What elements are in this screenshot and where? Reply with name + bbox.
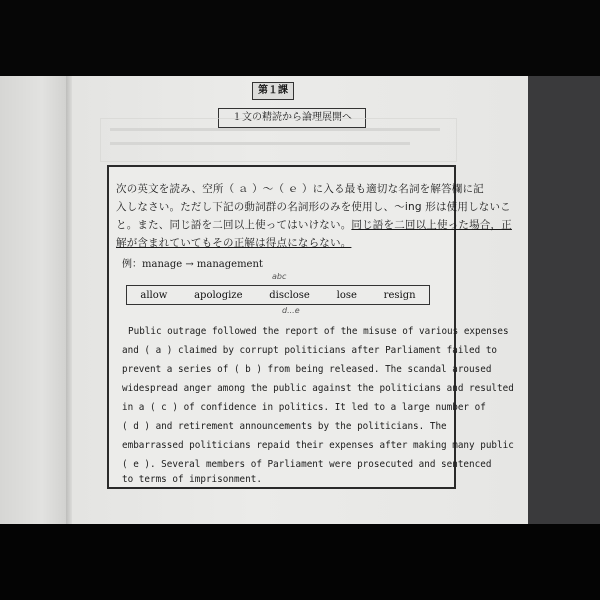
passage-line-5: in a ( c ) of confidence in politics. It led to a large number of <box>122 402 486 413</box>
background-right <box>528 76 600 524</box>
left-page <box>0 76 70 524</box>
background-bottom <box>0 524 600 600</box>
passage-line-1: Public outrage followed the report of the misuse of various expenses <box>128 326 509 337</box>
passage-line-9: to terms of imprisonment. <box>122 474 262 485</box>
instruction-line-3 <box>116 217 512 232</box>
bleed-through-line <box>110 142 410 145</box>
bleed-through-line <box>110 128 440 131</box>
handwritten-note: abc <box>272 272 287 281</box>
instruction-line-1: 次の英文を読み、空所（ ａ ）～（ ｅ ）に入る最も適切な名詞を解答欄に記 <box>116 183 484 195</box>
instruction-line-4: 解が含まれていてもその正解は得点にならない。 <box>116 237 352 249</box>
word-bank <box>126 285 430 305</box>
lesson-label: 第１課 <box>252 82 294 100</box>
instruction-line-2: 入しなさい。ただし下記の動詞群の名詞形のみを使用し、～ing 形は使用しないこ <box>116 201 511 213</box>
word-lose: lose <box>336 289 357 301</box>
example-line: 例：manage → management <box>122 259 263 270</box>
passage-line-2: and ( a ) claimed by corrupt politicians after Parliament failed to <box>122 345 498 356</box>
bleed-through-box <box>100 118 457 162</box>
passage-line-3: prevent a series of ( b ) from being released. The scandal aroused <box>122 364 492 375</box>
word-allow: allow <box>140 289 168 301</box>
passage-line-8: ( e ). Several members of Parliament were prosecuted and sentenced <box>122 459 492 470</box>
passage-line-4: widespread anger among the public against the politicians and resulted <box>122 383 514 394</box>
handwritten-note: d...e <box>282 306 300 315</box>
background-top <box>0 0 600 76</box>
section-title: １文の精読から論理展開へ <box>218 108 366 128</box>
passage-line-6: ( d ) and retirement announcements by the politicians. The <box>122 421 447 432</box>
word-resign: resign <box>383 289 416 301</box>
word-apologize: apologize <box>194 289 243 301</box>
instruction-line-3b: 同じ語を二回以上使った場合，正 <box>351 219 512 231</box>
instruction-line-3a: と。また、同じ語を二回以上使ってはいけない。 <box>116 219 352 231</box>
passage-line-7: embarrassed politicians repaid their expenses after making many public <box>122 440 514 451</box>
word-disclose: disclose <box>269 289 310 301</box>
